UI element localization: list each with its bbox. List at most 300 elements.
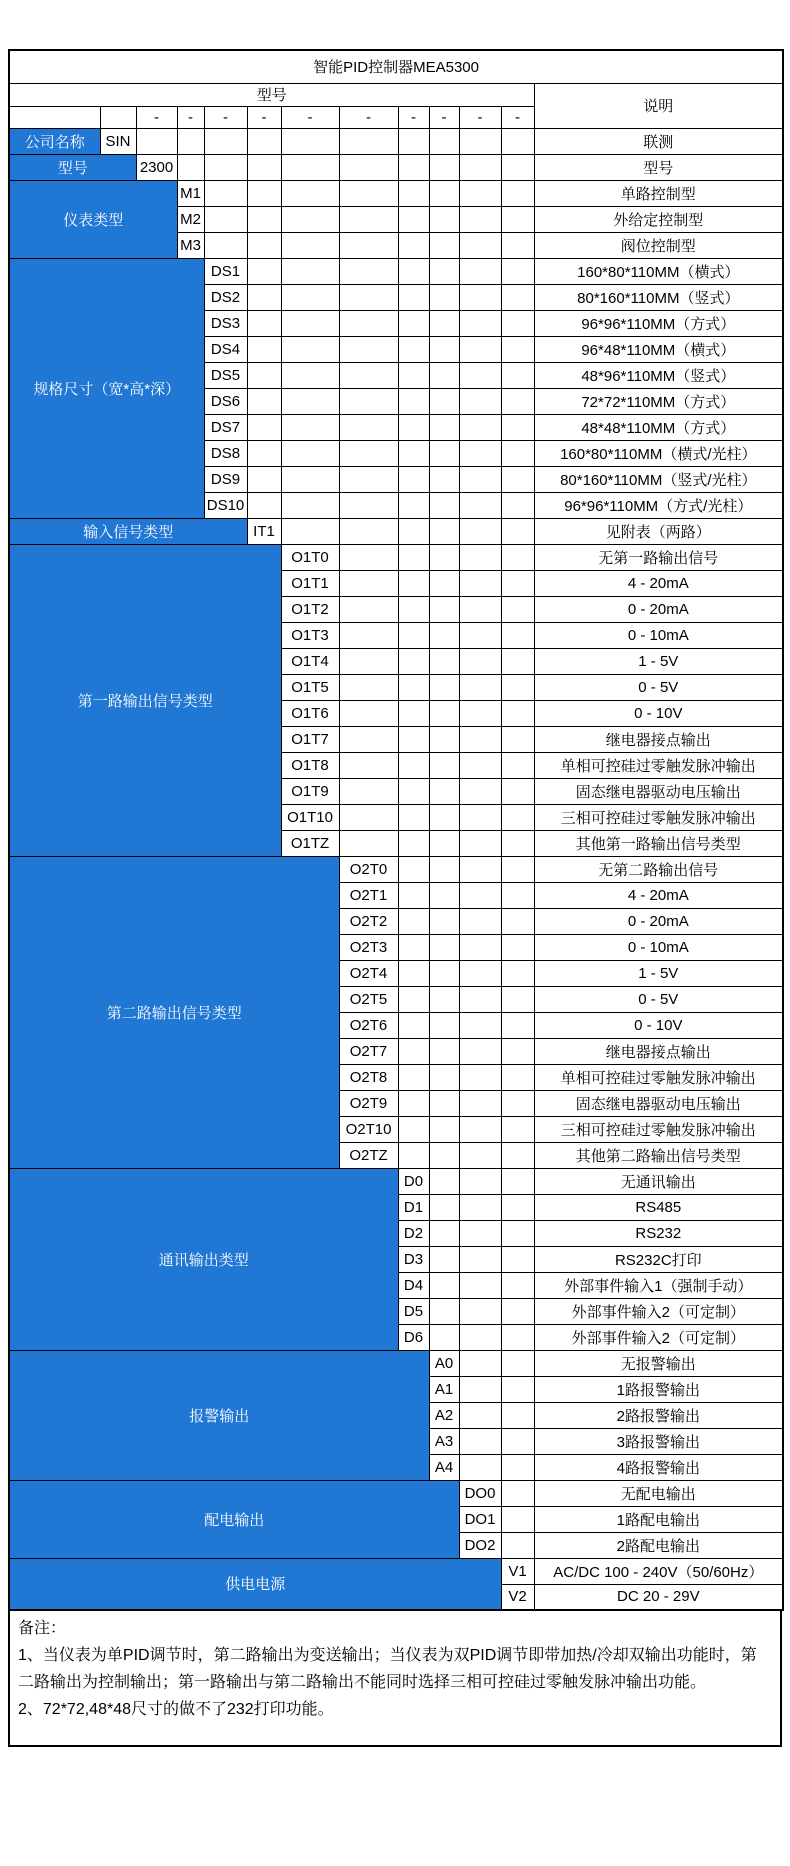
empty-cell (459, 310, 501, 336)
description-cell: 外部事件输入2（可定制） (534, 1324, 783, 1350)
empty-cell (459, 154, 501, 180)
spec-row (9, 154, 783, 180)
empty-cell (501, 232, 534, 258)
dash-cell: - (339, 106, 398, 128)
description-cell: 1 - 5V (534, 648, 783, 674)
description-cell: 2路报警输出 (534, 1402, 783, 1428)
code-cell: O1T7 (281, 726, 339, 752)
empty-cell (459, 414, 501, 440)
code-cell: D0 (398, 1168, 429, 1194)
empty-cell (429, 284, 459, 310)
empty-cell (398, 570, 429, 596)
empty-cell (429, 388, 459, 414)
description-cell: 4 - 20mA (534, 882, 783, 908)
empty-cell (501, 1272, 534, 1298)
empty-cell (459, 700, 501, 726)
empty-cell (459, 1350, 501, 1376)
empty-cell (339, 466, 398, 492)
empty-cell (501, 1194, 534, 1220)
code-cell: O2T9 (339, 1090, 398, 1116)
code-cell: O2T1 (339, 882, 398, 908)
code-cell: D1 (398, 1194, 429, 1220)
title-row (9, 50, 783, 83)
description-cell: 96*96*110MM（方式/光柱） (534, 492, 783, 518)
description-cell: 0 - 20mA (534, 596, 783, 622)
empty-cell (459, 908, 501, 934)
empty-cell (398, 752, 429, 778)
empty-cell (429, 570, 459, 596)
code-cell: DO1 (459, 1506, 501, 1532)
section-label: 输入信号类型 (9, 518, 247, 544)
empty-cell (459, 492, 501, 518)
description-cell: DC 20 - 29V (534, 1584, 783, 1610)
empty-cell (459, 856, 501, 882)
empty-cell (398, 1142, 429, 1168)
empty-cell (247, 232, 281, 258)
description-cell: 型号 (534, 154, 783, 180)
description-cell: 48*96*110MM（竖式） (534, 362, 783, 388)
description-cell: 无报警输出 (534, 1350, 783, 1376)
empty-cell (429, 414, 459, 440)
empty-cell (459, 570, 501, 596)
model-header: 型号 (9, 83, 534, 106)
empty-cell (429, 1038, 459, 1064)
model-header-row (9, 83, 783, 106)
description-cell: 0 - 20mA (534, 908, 783, 934)
empty-cell (281, 466, 339, 492)
code-cell: O1T2 (281, 596, 339, 622)
empty-cell (177, 154, 204, 180)
description-cell: 0 - 10V (534, 1012, 783, 1038)
code-cell: O2T2 (339, 908, 398, 934)
empty-cell (501, 466, 534, 492)
empty-cell (429, 1090, 459, 1116)
description-cell: 3路报警输出 (534, 1428, 783, 1454)
empty-cell (204, 232, 247, 258)
notes-heading: 备注： (18, 1620, 67, 1637)
empty-cell (429, 1324, 459, 1350)
empty-cell (398, 830, 429, 856)
empty-cell (398, 206, 429, 232)
code-cell: O2T0 (339, 856, 398, 882)
code-cell: O1T9 (281, 778, 339, 804)
empty-cell (398, 232, 429, 258)
code-cell: O2T7 (339, 1038, 398, 1064)
empty-cell (501, 1064, 534, 1090)
empty-cell (501, 1376, 534, 1402)
dash-cell: - (459, 106, 501, 128)
empty-cell (339, 596, 398, 622)
empty-cell (398, 934, 429, 960)
empty-cell (339, 180, 398, 206)
empty-cell (398, 284, 429, 310)
empty-cell (339, 362, 398, 388)
code-cell: O1T10 (281, 804, 339, 830)
empty-cell (429, 674, 459, 700)
empty-cell (398, 544, 429, 570)
code-cell: DS4 (204, 336, 247, 362)
empty-cell (281, 388, 339, 414)
dash-cell: - (281, 106, 339, 128)
empty-cell (429, 960, 459, 986)
empty-cell (281, 128, 339, 154)
empty-cell (459, 284, 501, 310)
empty-cell (339, 492, 398, 518)
description-cell: 0 - 5V (534, 986, 783, 1012)
empty-cell (501, 1142, 534, 1168)
empty-cell (339, 700, 398, 726)
empty-cell (501, 362, 534, 388)
empty-cell (339, 570, 398, 596)
empty-cell (429, 1116, 459, 1142)
empty-cell (398, 336, 429, 362)
description-cell: 无配电输出 (534, 1480, 783, 1506)
code-cell: DS2 (204, 284, 247, 310)
empty-cell (429, 1298, 459, 1324)
empty-cell (501, 1220, 534, 1246)
empty-cell (501, 518, 534, 544)
code-cell: DS9 (204, 466, 247, 492)
empty-cell (459, 466, 501, 492)
code-cell: IT1 (247, 518, 281, 544)
empty-cell (501, 206, 534, 232)
empty-cell (247, 258, 281, 284)
empty-cell (501, 1350, 534, 1376)
spec-row (9, 128, 783, 154)
empty-cell (398, 180, 429, 206)
empty-cell (429, 804, 459, 830)
empty-cell (339, 674, 398, 700)
empty-cell (429, 492, 459, 518)
empty-cell (339, 440, 398, 466)
empty-cell (398, 1064, 429, 1090)
empty-cell (398, 492, 429, 518)
empty-cell (501, 1324, 534, 1350)
spec-table (8, 49, 784, 1611)
empty-cell (459, 1220, 501, 1246)
description-cell: 0 - 10mA (534, 934, 783, 960)
description-cell: 三相可控硅过零触发脉冲输出 (534, 804, 783, 830)
empty-cell (501, 960, 534, 986)
empty-cell (429, 518, 459, 544)
empty-cell (501, 1116, 534, 1142)
code-cell: DS5 (204, 362, 247, 388)
empty-cell (398, 414, 429, 440)
empty-cell (501, 570, 534, 596)
empty-cell (429, 908, 459, 934)
page-title: 智能PID控制器MEA5300 (9, 50, 783, 83)
empty-cell (429, 1142, 459, 1168)
empty-cell (501, 726, 534, 752)
empty-cell (459, 934, 501, 960)
empty-cell (339, 518, 398, 544)
empty-cell (281, 362, 339, 388)
empty-cell (501, 492, 534, 518)
empty-cell (429, 1194, 459, 1220)
empty-cell (339, 544, 398, 570)
spec-row (9, 180, 783, 206)
spec-row (9, 856, 783, 882)
description-cell: 单路控制型 (534, 180, 783, 206)
empty-cell (398, 466, 429, 492)
description-cell: 0 - 10V (534, 700, 783, 726)
empty-cell (247, 154, 281, 180)
empty-cell (459, 1116, 501, 1142)
empty-cell (136, 128, 177, 154)
section-label: 规格尺寸（宽*高*深） (9, 258, 204, 518)
empty-cell (459, 1272, 501, 1298)
empty-cell (429, 934, 459, 960)
empty-cell (459, 440, 501, 466)
code-cell: O2T6 (339, 1012, 398, 1038)
empty-cell (339, 154, 398, 180)
empty-cell (429, 1012, 459, 1038)
empty-cell (429, 180, 459, 206)
empty-cell (429, 440, 459, 466)
spec-row (9, 1350, 783, 1376)
code-cell: O1T1 (281, 570, 339, 596)
empty-cell (339, 232, 398, 258)
code-cell: A4 (429, 1454, 459, 1480)
empty-cell (398, 856, 429, 882)
code-cell: D4 (398, 1272, 429, 1298)
empty-cell (398, 700, 429, 726)
description-cell: 三相可控硅过零触发脉冲输出 (534, 1116, 783, 1142)
empty-cell (429, 258, 459, 284)
empty-cell (204, 206, 247, 232)
empty-cell (398, 154, 429, 180)
empty-cell (501, 1454, 534, 1480)
empty-cell (281, 180, 339, 206)
section-label: 配电输出 (9, 1480, 459, 1558)
code-cell: DS3 (204, 310, 247, 336)
code-cell: O2T8 (339, 1064, 398, 1090)
code-cell: DO0 (459, 1480, 501, 1506)
empty-cell (459, 518, 501, 544)
spec-row (9, 518, 783, 544)
empty-cell (339, 830, 398, 856)
description-cell: RS232 (534, 1220, 783, 1246)
code-cell: O1T6 (281, 700, 339, 726)
empty-cell (398, 362, 429, 388)
empty-cell (459, 128, 501, 154)
description-cell: 其他第二路输出信号类型 (534, 1142, 783, 1168)
empty-cell (398, 258, 429, 284)
description-cell: 80*160*110MM（竖式） (534, 284, 783, 310)
empty-cell (501, 596, 534, 622)
code-cell: O2TZ (339, 1142, 398, 1168)
empty-cell (281, 414, 339, 440)
empty-cell (339, 388, 398, 414)
empty-cell (247, 128, 281, 154)
empty-cell (398, 986, 429, 1012)
code-cell: D5 (398, 1298, 429, 1324)
empty-cell (501, 1246, 534, 1272)
section-label: 型号 (9, 154, 136, 180)
empty-cell (398, 1038, 429, 1064)
dash-cell: - (398, 106, 429, 128)
empty-cell (459, 1246, 501, 1272)
code-cell: V2 (501, 1584, 534, 1610)
empty-cell (459, 1090, 501, 1116)
empty-cell (281, 206, 339, 232)
code-cell: D6 (398, 1324, 429, 1350)
empty-cell (459, 180, 501, 206)
note-item: 2、72*72,48*48尺寸的做不了232打印功能。 (18, 1701, 334, 1718)
empty-cell (501, 1480, 534, 1506)
empty-cell (501, 180, 534, 206)
code-cell: O1TZ (281, 830, 339, 856)
empty-cell (429, 752, 459, 778)
empty-cell (339, 622, 398, 648)
empty-cell (281, 154, 339, 180)
empty-cell (459, 1454, 501, 1480)
section-label: 第二路输出信号类型 (9, 856, 339, 1168)
empty-cell (339, 336, 398, 362)
empty-cell (281, 492, 339, 518)
code-cell: A0 (429, 1350, 459, 1376)
dash-cell: - (501, 106, 534, 128)
empty-cell (339, 752, 398, 778)
description-cell: 1路配电输出 (534, 1506, 783, 1532)
empty-cell (398, 908, 429, 934)
empty-cell (429, 986, 459, 1012)
spec-row (9, 1168, 783, 1194)
empty-cell (398, 388, 429, 414)
code-cell: D3 (398, 1246, 429, 1272)
empty-cell (281, 232, 339, 258)
empty-cell (501, 986, 534, 1012)
empty-cell (459, 1168, 501, 1194)
empty-cell (398, 648, 429, 674)
empty-cell (501, 804, 534, 830)
empty-cell (281, 336, 339, 362)
empty-cell (247, 310, 281, 336)
empty-cell (501, 440, 534, 466)
code-cell: A3 (429, 1428, 459, 1454)
dash-cell: - (247, 106, 281, 128)
code-cell: DS7 (204, 414, 247, 440)
empty-cell (459, 1142, 501, 1168)
empty-cell (398, 1012, 429, 1038)
empty-cell (501, 1506, 534, 1532)
empty-cell (429, 726, 459, 752)
empty-cell (398, 882, 429, 908)
empty-cell (501, 154, 534, 180)
empty-cell (429, 466, 459, 492)
empty-cell (398, 1090, 429, 1116)
code-cell: A2 (429, 1402, 459, 1428)
code-cell: O1T4 (281, 648, 339, 674)
section-label: 通讯输出类型 (9, 1168, 398, 1350)
empty-cell (339, 284, 398, 310)
empty-cell (501, 778, 534, 804)
empty-cell (429, 544, 459, 570)
notes-box (8, 1611, 782, 1747)
spec-row (9, 544, 783, 570)
description-header: 说明 (534, 83, 783, 128)
empty-cell (429, 648, 459, 674)
description-cell: RS485 (534, 1194, 783, 1220)
description-cell: 1路报警输出 (534, 1376, 783, 1402)
empty-cell (459, 622, 501, 648)
empty-cell (501, 934, 534, 960)
empty-cell (501, 1402, 534, 1428)
empty-cell (459, 596, 501, 622)
code-cell: O1T3 (281, 622, 339, 648)
empty-cell (501, 1532, 534, 1558)
empty-cell (429, 596, 459, 622)
spec-row (9, 1480, 783, 1506)
empty-cell (398, 726, 429, 752)
empty-cell (204, 180, 247, 206)
description-cell: 外部事件输入1（强制手动） (534, 1272, 783, 1298)
code-cell: O2T5 (339, 986, 398, 1012)
description-cell: 48*48*110MM（方式） (534, 414, 783, 440)
empty-cell (459, 1038, 501, 1064)
code-cell: DS10 (204, 492, 247, 518)
empty-cell (429, 310, 459, 336)
description-cell: 2路配电输出 (534, 1532, 783, 1558)
spec-row (9, 1558, 783, 1584)
empty-cell (177, 128, 204, 154)
description-cell: 80*160*110MM（竖式/光柱） (534, 466, 783, 492)
description-cell: 联测 (534, 128, 783, 154)
description-cell: 160*80*110MM（横式） (534, 258, 783, 284)
empty-cell (247, 466, 281, 492)
empty-cell (398, 1116, 429, 1142)
empty-cell (247, 206, 281, 232)
empty-cell (398, 440, 429, 466)
empty-cell (247, 284, 281, 310)
empty-cell (501, 544, 534, 570)
empty-cell (398, 310, 429, 336)
description-cell: AC/DC 100 - 240V（50/60Hz） (534, 1558, 783, 1584)
dash-cell: - (204, 106, 247, 128)
description-cell: 160*80*110MM（横式/光柱） (534, 440, 783, 466)
empty-cell (501, 414, 534, 440)
description-cell: 固态继电器驱动电压输出 (534, 778, 783, 804)
empty-cell (429, 1168, 459, 1194)
empty-cell (339, 726, 398, 752)
description-cell: 无第一路输出信号 (534, 544, 783, 570)
empty-cell (501, 1038, 534, 1064)
empty-cell (429, 1246, 459, 1272)
empty-cell (398, 518, 429, 544)
code-cell: D2 (398, 1220, 429, 1246)
empty-cell (459, 726, 501, 752)
empty-cell (339, 128, 398, 154)
empty-cell (339, 778, 398, 804)
code-cell: O1T8 (281, 752, 339, 778)
empty-cell (459, 206, 501, 232)
empty-cell (429, 232, 459, 258)
section-label: 第一路输出信号类型 (9, 544, 281, 856)
description-cell: 无第二路输出信号 (534, 856, 783, 882)
code-cell: A1 (429, 1376, 459, 1402)
description-cell: 1 - 5V (534, 960, 783, 986)
section-label: 仪表类型 (9, 180, 177, 258)
empty-cell (429, 154, 459, 180)
empty-cell (247, 336, 281, 362)
empty-cell (429, 362, 459, 388)
code-cell: M1 (177, 180, 204, 206)
empty-cell (501, 388, 534, 414)
empty-cell (459, 1428, 501, 1454)
empty-cell (501, 674, 534, 700)
empty-cell (459, 1402, 501, 1428)
description-cell: 继电器接点输出 (534, 726, 783, 752)
